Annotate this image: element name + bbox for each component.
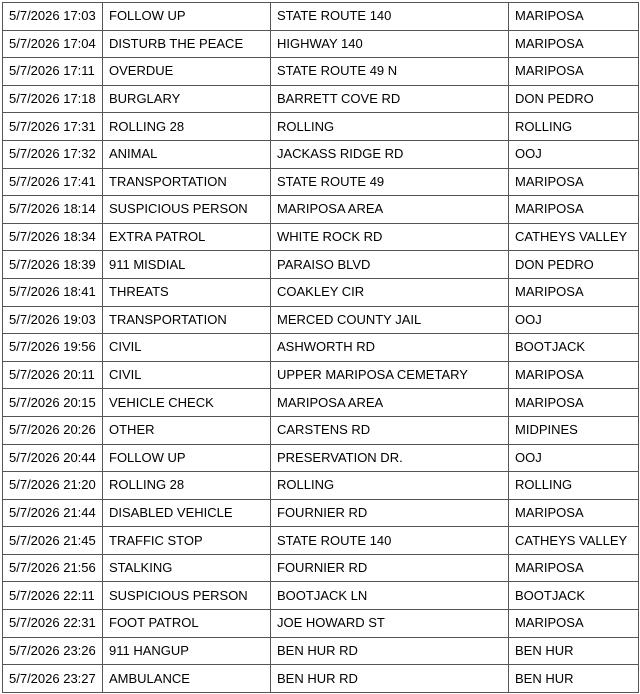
table-row: [3, 334, 639, 362]
table-row: [3, 416, 639, 444]
call-type-cell: AMBULANCE: [103, 665, 271, 693]
table-row: [3, 223, 639, 251]
table-row: [3, 665, 639, 693]
datetime-cell: 5/7/2026 17:03: [3, 3, 103, 31]
location-cell: ASHWORTH RD: [271, 334, 509, 362]
area-cell: CATHEYS VALLEY: [509, 223, 639, 251]
table-row: [3, 30, 639, 58]
datetime-cell: 5/7/2026 20:11: [3, 361, 103, 389]
table-row: [3, 361, 639, 389]
datetime-cell: 5/7/2026 20:26: [3, 416, 103, 444]
datetime-cell: 5/7/2026 18:41: [3, 278, 103, 306]
table-row: [3, 196, 639, 224]
table-row: [3, 168, 639, 196]
datetime-cell: 5/7/2026 21:45: [3, 527, 103, 555]
table-row: [3, 389, 639, 417]
location-cell: MARIPOSA AREA: [271, 196, 509, 224]
location-cell: MARIPOSA AREA: [271, 389, 509, 417]
location-cell: FOURNIER RD: [271, 499, 509, 527]
datetime-cell: 5/7/2026 23:26: [3, 637, 103, 665]
location-cell: COAKLEY CIR: [271, 278, 509, 306]
location-cell: UPPER MARIPOSA CEMETARY: [271, 361, 509, 389]
table-row: [3, 278, 639, 306]
table-row: [3, 58, 639, 86]
location-cell: BEN HUR RD: [271, 637, 509, 665]
area-cell: BEN HUR: [509, 665, 639, 693]
area-cell: DON PEDRO: [509, 85, 639, 113]
table-row: [3, 527, 639, 555]
table-row: [3, 554, 639, 582]
area-cell: MIDPINES: [509, 416, 639, 444]
location-cell: STATE ROUTE 49: [271, 168, 509, 196]
datetime-cell: 5/7/2026 17:32: [3, 140, 103, 168]
area-cell: MARIPOSA: [509, 278, 639, 306]
table-row: [3, 472, 639, 500]
table-row: [3, 113, 639, 141]
area-cell: OOJ: [509, 306, 639, 334]
call-type-cell: FOLLOW UP: [103, 444, 271, 472]
area-cell: MARIPOSA: [509, 499, 639, 527]
location-cell: FOURNIER RD: [271, 554, 509, 582]
location-cell: STATE ROUTE 49 N: [271, 58, 509, 86]
call-log-body: [3, 3, 639, 693]
call-type-cell: 911 MISDIAL: [103, 251, 271, 279]
call-type-cell: STALKING: [103, 554, 271, 582]
table-row: [3, 499, 639, 527]
location-cell: JOE HOWARD ST: [271, 610, 509, 638]
datetime-cell: 5/7/2026 19:03: [3, 306, 103, 334]
area-cell: MARIPOSA: [509, 3, 639, 31]
datetime-cell: 5/7/2026 18:39: [3, 251, 103, 279]
table-row: [3, 140, 639, 168]
call-type-cell: TRAFFIC STOP: [103, 527, 271, 555]
datetime-cell: 5/7/2026 17:41: [3, 168, 103, 196]
location-cell: PRESERVATION DR.: [271, 444, 509, 472]
area-cell: OOJ: [509, 444, 639, 472]
datetime-cell: 5/7/2026 20:15: [3, 389, 103, 417]
table-row: [3, 306, 639, 334]
table-row: [3, 637, 639, 665]
call-type-cell: SUSPICIOUS PERSON: [103, 196, 271, 224]
datetime-cell: 5/7/2026 21:44: [3, 499, 103, 527]
area-cell: MARIPOSA: [509, 196, 639, 224]
call-type-cell: DISTURB THE PEACE: [103, 30, 271, 58]
call-type-cell: CIVIL: [103, 334, 271, 362]
table-row: [3, 444, 639, 472]
area-cell: ROLLING: [509, 472, 639, 500]
area-cell: OOJ: [509, 140, 639, 168]
call-type-cell: ANIMAL: [103, 140, 271, 168]
area-cell: MARIPOSA: [509, 361, 639, 389]
datetime-cell: 5/7/2026 17:18: [3, 85, 103, 113]
location-cell: WHITE ROCK RD: [271, 223, 509, 251]
call-type-cell: OTHER: [103, 416, 271, 444]
call-type-cell: FOOT PATROL: [103, 610, 271, 638]
area-cell: MARIPOSA: [509, 30, 639, 58]
area-cell: BOOTJACK: [509, 582, 639, 610]
location-cell: MERCED COUNTY JAIL: [271, 306, 509, 334]
location-cell: CARSTENS RD: [271, 416, 509, 444]
area-cell: MARIPOSA: [509, 168, 639, 196]
location-cell: BARRETT COVE RD: [271, 85, 509, 113]
area-cell: MARIPOSA: [509, 58, 639, 86]
location-cell: HIGHWAY 140: [271, 30, 509, 58]
call-type-cell: ROLLING 28: [103, 113, 271, 141]
call-type-cell: CIVIL: [103, 361, 271, 389]
datetime-cell: 5/7/2026 17:04: [3, 30, 103, 58]
call-type-cell: SUSPICIOUS PERSON: [103, 582, 271, 610]
call-type-cell: THREATS: [103, 278, 271, 306]
call-type-cell: VEHICLE CHECK: [103, 389, 271, 417]
location-cell: ROLLING: [271, 472, 509, 500]
call-type-cell: OVERDUE: [103, 58, 271, 86]
call-type-cell: DISABLED VEHICLE: [103, 499, 271, 527]
datetime-cell: 5/7/2026 18:34: [3, 223, 103, 251]
table-row: [3, 3, 639, 31]
datetime-cell: 5/7/2026 22:11: [3, 582, 103, 610]
datetime-cell: 5/7/2026 17:31: [3, 113, 103, 141]
datetime-cell: 5/7/2026 18:14: [3, 196, 103, 224]
location-cell: STATE ROUTE 140: [271, 3, 509, 31]
datetime-cell: 5/7/2026 19:56: [3, 334, 103, 362]
area-cell: MARIPOSA: [509, 554, 639, 582]
datetime-cell: 5/7/2026 22:31: [3, 610, 103, 638]
area-cell: CATHEYS VALLEY: [509, 527, 639, 555]
call-type-cell: ROLLING 28: [103, 472, 271, 500]
location-cell: ROLLING: [271, 113, 509, 141]
location-cell: STATE ROUTE 140: [271, 527, 509, 555]
call-log-table: [2, 2, 639, 693]
datetime-cell: 5/7/2026 17:11: [3, 58, 103, 86]
call-type-cell: TRANSPORTATION: [103, 168, 271, 196]
call-type-cell: BURGLARY: [103, 85, 271, 113]
call-type-cell: 911 HANGUP: [103, 637, 271, 665]
datetime-cell: 5/7/2026 23:27: [3, 665, 103, 693]
area-cell: DON PEDRO: [509, 251, 639, 279]
datetime-cell: 5/7/2026 20:44: [3, 444, 103, 472]
area-cell: MARIPOSA: [509, 610, 639, 638]
call-type-cell: EXTRA PATROL: [103, 223, 271, 251]
area-cell: BOOTJACK: [509, 334, 639, 362]
area-cell: MARIPOSA: [509, 389, 639, 417]
table-row: [3, 251, 639, 279]
location-cell: PARAISO BLVD: [271, 251, 509, 279]
table-row: [3, 85, 639, 113]
area-cell: ROLLING: [509, 113, 639, 141]
table-row: [3, 582, 639, 610]
location-cell: BEN HUR RD: [271, 665, 509, 693]
datetime-cell: 5/7/2026 21:20: [3, 472, 103, 500]
area-cell: BEN HUR: [509, 637, 639, 665]
call-type-cell: TRANSPORTATION: [103, 306, 271, 334]
datetime-cell: 5/7/2026 21:56: [3, 554, 103, 582]
location-cell: JACKASS RIDGE RD: [271, 140, 509, 168]
call-type-cell: FOLLOW UP: [103, 3, 271, 31]
table-row: [3, 610, 639, 638]
location-cell: BOOTJACK LN: [271, 582, 509, 610]
